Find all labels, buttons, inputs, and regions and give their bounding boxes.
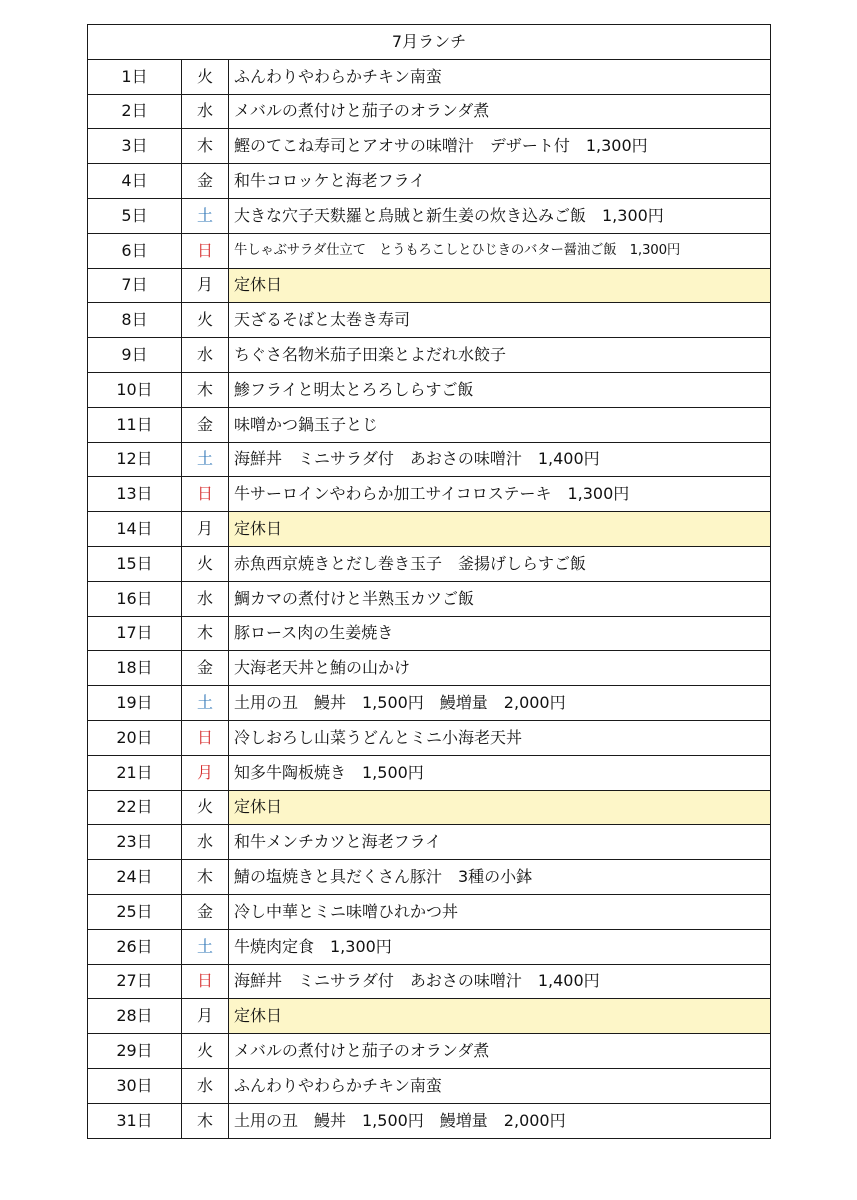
date-cell: 16日 [88,581,182,616]
table-row [88,894,771,929]
weekday-cell: 金 [182,894,229,929]
table-row [88,686,771,721]
weekday-cell: 木 [182,860,229,895]
weekday-cell: 火 [182,546,229,581]
weekday-cell: 日 [182,964,229,999]
table-row [88,94,771,129]
menu-item-cell: メバルの煮付けと茄子のオランダ煮 [229,1034,771,1069]
menu-item-cell: 鰹のてこね寿司とアオサの味噌汁 デザート付 1,300円 [229,129,771,164]
date-cell: 12日 [88,442,182,477]
menu-item-cell: 牛しゃぶサラダ仕立て とうもろこしとひじきのバター醤油ご飯 1,300円 [229,233,771,268]
menu-item-cell: 味噌かつ鍋玉子とじ [229,407,771,442]
table-row [88,651,771,686]
weekday-cell: 金 [182,651,229,686]
table-row [88,964,771,999]
table-row [88,164,771,199]
date-cell: 27日 [88,964,182,999]
table-row [88,860,771,895]
date-cell: 5日 [88,198,182,233]
weekday-cell: 金 [182,164,229,199]
date-cell: 19日 [88,686,182,721]
date-cell: 26日 [88,929,182,964]
weekday-cell: 月 [182,268,229,303]
table-row [88,372,771,407]
weekday-cell: 水 [182,94,229,129]
menu-item-cell: 鯖の塩焼きと具だくさん豚汁 3種の小鉢 [229,860,771,895]
table-row [88,303,771,338]
table-row [88,1034,771,1069]
menu-item-cell: 牛焼肉定食 1,300円 [229,929,771,964]
date-cell: 17日 [88,616,182,651]
date-cell: 14日 [88,512,182,547]
date-cell: 6日 [88,233,182,268]
date-cell: 21日 [88,755,182,790]
date-cell: 11日 [88,407,182,442]
weekday-cell: 月 [182,512,229,547]
weekday-cell: 水 [182,1068,229,1103]
closed-day-cell: 定休日 [229,790,771,825]
table-row [88,59,771,94]
weekday-cell: 土 [182,686,229,721]
weekday-cell: 土 [182,198,229,233]
date-cell: 3日 [88,129,182,164]
table-row [88,581,771,616]
table-row [88,338,771,373]
menu-item-cell: 大海老天丼と鮪の山かけ [229,651,771,686]
date-cell: 9日 [88,338,182,373]
menu-item-cell: 鯛カマの煮付けと半熟玉カツご飯 [229,581,771,616]
weekday-cell: 木 [182,372,229,407]
weekday-cell: 水 [182,338,229,373]
menu-item-cell: 牛サーロインやわらか加工サイコロステーキ 1,300円 [229,477,771,512]
menu-item-cell: 豚ロース肉の生姜焼き [229,616,771,651]
closed-day-cell: 定休日 [229,268,771,303]
date-cell: 23日 [88,825,182,860]
menu-item-cell: 和牛コロッケと海老フライ [229,164,771,199]
table-row [88,198,771,233]
weekday-cell: 日 [182,477,229,512]
menu-item-cell: 冷しおろし山菜うどんとミニ小海老天丼 [229,720,771,755]
table-row [88,1068,771,1103]
weekday-cell: 木 [182,129,229,164]
weekday-cell: 木 [182,1103,229,1138]
menu-item-cell: 和牛メンチカツと海老フライ [229,825,771,860]
weekday-cell: 日 [182,233,229,268]
date-cell: 8日 [88,303,182,338]
date-cell: 18日 [88,651,182,686]
weekday-cell: 土 [182,442,229,477]
weekday-cell: 水 [182,581,229,616]
menu-item-cell: 海鮮丼 ミニサラダ付 あおさの味噌汁 1,400円 [229,964,771,999]
menu-item-cell: 冷し中華とミニ味噌ひれかつ丼 [229,894,771,929]
weekday-cell: 日 [182,720,229,755]
table-row [88,512,771,547]
weekday-cell: 月 [182,999,229,1034]
lunch-menu-table [87,24,771,1139]
table-row [88,442,771,477]
menu-table-body [88,25,771,1139]
menu-item-cell: 赤魚西京焼きとだし巻き玉子 釜揚げしらすご飯 [229,546,771,581]
menu-item-cell: 土用の丑 鰻丼 1,500円 鰻増量 2,000円 [229,686,771,721]
weekday-cell: 土 [182,929,229,964]
table-row [88,407,771,442]
weekday-cell: 金 [182,407,229,442]
table-row [88,233,771,268]
menu-item-cell: 土用の丑 鰻丼 1,500円 鰻増量 2,000円 [229,1103,771,1138]
table-row [88,477,771,512]
closed-day-cell: 定休日 [229,999,771,1034]
menu-item-cell: ふんわりやわらかチキン南蛮 [229,59,771,94]
date-cell: 7日 [88,268,182,303]
table-row [88,720,771,755]
menu-item-cell: 天ざるそばと太巻き寿司 [229,303,771,338]
date-cell: 4日 [88,164,182,199]
table-row [88,268,771,303]
table-row [88,129,771,164]
date-cell: 28日 [88,999,182,1034]
table-row [88,999,771,1034]
menu-item-cell: ちぐさ名物米茄子田楽とよだれ水餃子 [229,338,771,373]
weekday-cell: 火 [182,1034,229,1069]
table-row [88,616,771,651]
table-row [88,1103,771,1138]
weekday-cell: 木 [182,616,229,651]
table-row [88,755,771,790]
date-cell: 2日 [88,94,182,129]
weekday-cell: 火 [182,303,229,338]
date-cell: 22日 [88,790,182,825]
menu-item-cell: ふんわりやわらかチキン南蛮 [229,1068,771,1103]
date-cell: 31日 [88,1103,182,1138]
menu-title: 7月ランチ [88,25,771,60]
date-cell: 1日 [88,59,182,94]
table-row [88,546,771,581]
date-cell: 20日 [88,720,182,755]
menu-item-cell: メバルの煮付けと茄子のオランダ煮 [229,94,771,129]
menu-item-cell: 大きな穴子天麩羅と烏賊と新生姜の炊き込みご飯 1,300円 [229,198,771,233]
date-cell: 10日 [88,372,182,407]
closed-day-cell: 定休日 [229,512,771,547]
weekday-cell: 火 [182,790,229,825]
date-cell: 29日 [88,1034,182,1069]
date-cell: 13日 [88,477,182,512]
menu-item-cell: 海鮮丼 ミニサラダ付 あおさの味噌汁 1,400円 [229,442,771,477]
date-cell: 30日 [88,1068,182,1103]
date-cell: 15日 [88,546,182,581]
date-cell: 25日 [88,894,182,929]
weekday-cell: 火 [182,59,229,94]
title-row [88,25,771,60]
table-row [88,825,771,860]
table-row [88,790,771,825]
weekday-cell: 水 [182,825,229,860]
date-cell: 24日 [88,860,182,895]
table-row [88,929,771,964]
menu-item-cell: 知多牛陶板焼き 1,500円 [229,755,771,790]
menu-item-cell: 鯵フライと明太とろろしらすご飯 [229,372,771,407]
weekday-cell: 月 [182,755,229,790]
